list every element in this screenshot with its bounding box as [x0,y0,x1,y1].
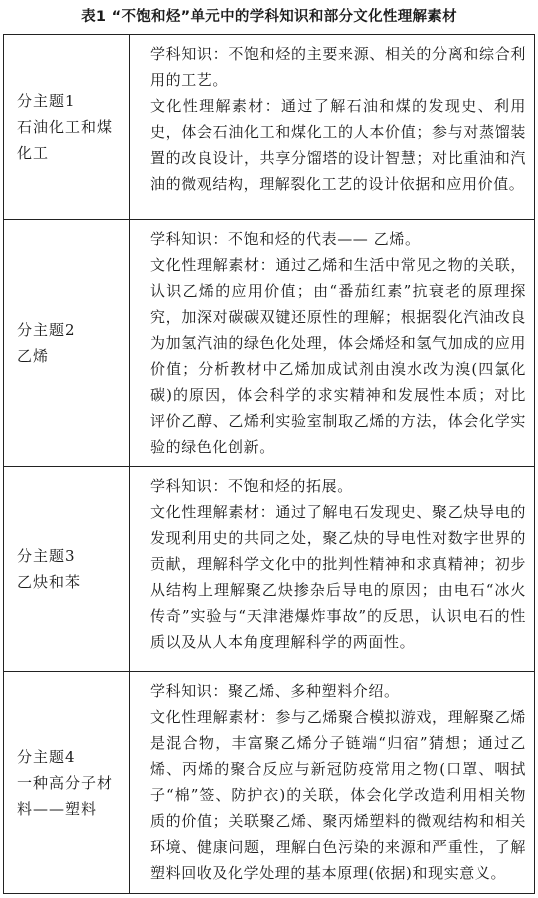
topic-cell: 分主题1 石油化工和煤化工 [4,35,130,220]
content-cell [130,35,535,220]
topic-cell: 分主题4 一种高分子材料——塑料 [4,672,130,894]
knowledge-text: 学科知识：不饱和烃的代表—— 乙烯。 [150,230,421,248]
knowledge-text: 学科知识：聚乙烯、多种塑料介绍。 [150,682,400,700]
material-text: 文化性理解素材：通过乙烯和生活中常见之物的关联，认识乙烯的应用价值；由“番茄红素”抗衰老的原理探究，加深对碳碳双键还原性的理解；根据裂化汽油改良为加氢汽油的绿色化处理，体会烯烃和氢气加成的应用价值；分析教材中乙烯加成试剂由溴水改为溴(四氯化碳)的原因，体会科学的求实精神和发展性本质；对比评价乙醇、乙烯利实验室制取乙烯的方法，体会化学实验的绿色化创新。 [150,256,526,456]
table-row [4,35,535,220]
topic-cell: 分主题2 乙烯 [4,220,130,467]
knowledge-text: 学科知识：不饱和烃的主要来源、相关的分离和综合利用的工艺。 [150,45,526,89]
content-table [3,34,535,894]
topic-cell: 分主题3 乙炔和苯 [4,467,130,672]
content-cell [130,467,535,672]
material-text: 文化性理解素材：通过了解石油和煤的发现史、利用史，体会石油化工和煤化工的人本价值；参与对蒸馏装置的改良设计，共享分馏塔的设计智慧；对比重油和汽油的微观结构，理解裂化工艺的设计依据和应用价值。 [150,97,526,193]
table-row [4,672,535,894]
content-cell [130,220,535,467]
table-caption: 表1 “不饱和烃”单元中的学科知识和部分文化性理解素材 [81,9,457,25]
knowledge-text: 学科知识：不饱和烃的拓展。 [150,477,353,495]
content-cell [130,672,535,894]
material-text: 文化性理解素材：通过了解电石发现史、聚乙炔导电的发现利用史的共同之处，聚乙炔的导电性对数字世界的贡献，理解科学文化中的批判性精神和求真精神；初步从结构上理解聚乙炔掺杂后导电的原因；由电石“冰火传奇”实验与“天津港爆炸事故”的反思，认识电石的性质以及从人本角度理解科学的两面性。 [150,503,526,651]
table-row [4,467,535,672]
material-text: 文化性理解素材：参与乙烯聚合模拟游戏，理解聚乙烯是混合物，丰富聚乙烯分子链端“归宿”猜想；通过乙烯、丙烯的聚合反应与新冠防疫常用之物(口罩、咽拭子“棉”签、防护衣)的关联，体会化学改造利用相关物质的价值；关联聚乙烯、聚丙烯塑料的微观结构和相关环境、健康问题，理解白色污染的来源和严重性，了解塑料回收及化学处理的基本原理(依据)和现实意义。 [150,708,526,882]
table-row [4,220,535,467]
